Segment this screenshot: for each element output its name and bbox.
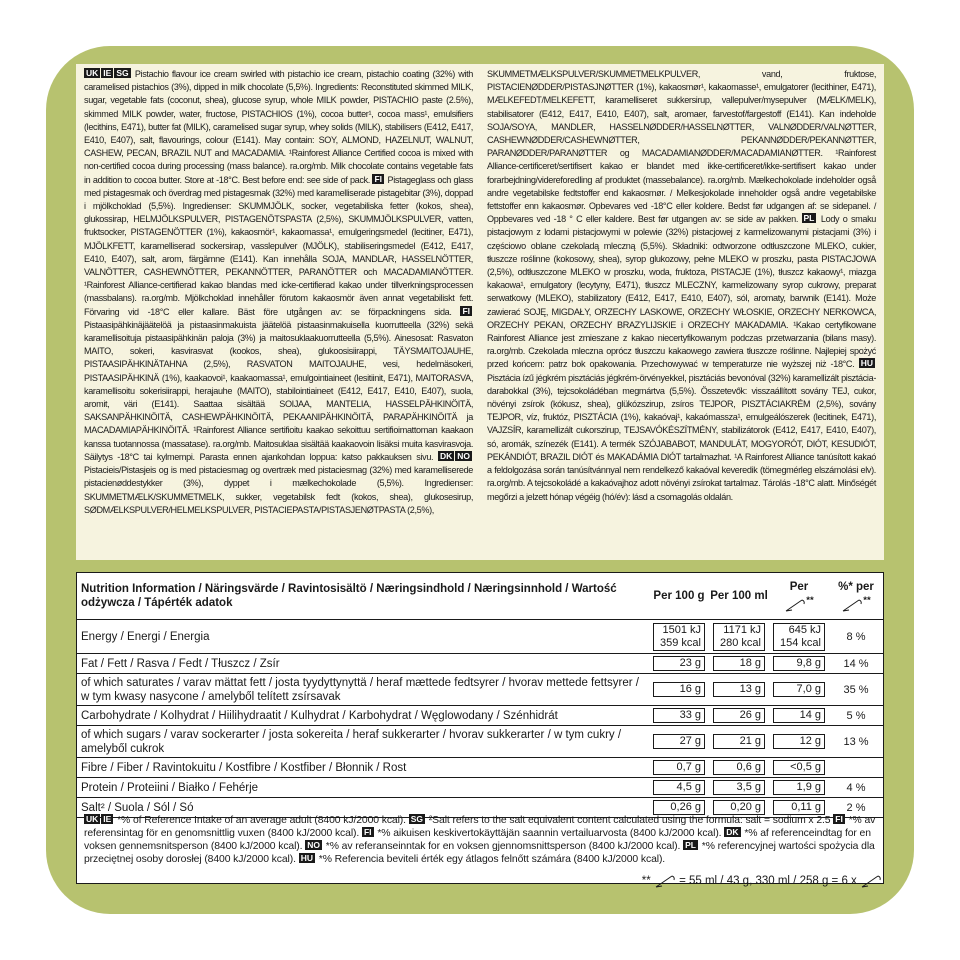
footnote-text: *% av referanseinntak for en voksen gjennomsnittsperson (8400 kJ/2000 kcal). bbox=[323, 841, 684, 852]
footnote-text: *% av referensintag för en genomsnittlig vuxen (8400 kJ/2000 kcal). bbox=[84, 815, 876, 839]
ice-cream-cone-icon bbox=[860, 874, 882, 888]
footnote-text: *% Referencia beviteli érték egy átlagos felnőtt számára (8400 kJ/2000 kcal). bbox=[315, 854, 666, 865]
country-badge: FI bbox=[462, 305, 470, 316]
ingredient-text: Lody o smaku pistacjowym z lodami pistacjowymi w polewie (32%) pistacjowej z karmelizowanymi pistacjami (3%) i częściowo oblane czekoladą mleczną (5,5%). Składniki: odtworzone odtłuszczone MLEKO, cukier, tłuszcze roślinne (kokosowy, shea), syrop glukozowy, pełne MLEKO w proszku, pasta PISTACJOWA (2,5%), odtłuszczone MLEKO w proszku, woda, fruktoza, PISTACJE (1%), tłuszcz kakaowy¹, miazga kakaowa¹, emulgatory (lecytyny, E471), tłuszcz MLECZNY, karmelizowany syrop cukrowy, preparat serwatkowy (MLEKO), stabilizatory (E412, E417, E410, E407), sól, aromaty, barwnik (E141). Może zawierać SOJĘ, MIGDAŁY, ORZECHY LASKOWE, ORZECHY WŁOSKIE, ORZECHY NERKOWCA, ORZECHY PEKAN, ORZECHY BRAZYLIJSKIE i ORZECHY MAKADAMIA. ¹Kakao certyfikowane Rainforest Alliance jest zmieszane z kakao niecertyfikowanym podczas przetwarzania (bilans masy). ra.org/mb. Czekolada mleczna oprócz tłuszczu kakaowego zawiera tłuszcze roślinne. Najlepiej spożyć przed końcem: patrz bok opakowania. Przechowywać w temperaturze nie wyższej niż -18°C. bbox=[487, 214, 876, 370]
ingredient-block bbox=[84, 175, 473, 317]
nutrient-value-per100g: 4,5 g bbox=[649, 778, 709, 798]
country-badge: DK bbox=[726, 827, 739, 837]
nutrient-label: Fibre / Fiber / Ravintokuitu / Kostfibre / Kostfiber / Błonnik / Rost bbox=[77, 758, 649, 778]
nutrient-value-per100ml: 3,5 g bbox=[709, 778, 769, 798]
nutrient-value-per100g: 0,7 g bbox=[649, 758, 709, 778]
nutrition-row bbox=[77, 654, 883, 674]
ingredients-panel bbox=[76, 64, 884, 560]
header-ri-label: %* per bbox=[838, 581, 874, 594]
nutrient-label: Energy / Energi / Energia bbox=[77, 620, 649, 654]
footnote-text: *% of Reference Intake of an average adult (8400 kJ/2000 kcal). bbox=[114, 815, 409, 826]
nutrient-value-ri: 35 % bbox=[829, 674, 883, 706]
country-badge: FI bbox=[835, 814, 843, 824]
country-badge: FI bbox=[363, 827, 372, 837]
ingredients-column-2 bbox=[487, 68, 876, 560]
nutrient-value-per100g: 0,26 g bbox=[649, 798, 709, 818]
ice-cream-cone-icon bbox=[654, 874, 676, 888]
header-per-100ml: Per 100 ml bbox=[709, 573, 769, 620]
ingredient-text: Pistageglass och glass med pistagesmak och överdrag med pistagesmak (32%) med karamelliserade pistagebitar (3%), doppad i mjölkchoklad (5,5%). Ingredienser: SKUMMJÖLK, socker, vegetabiliska fetter (kokos, shea), glukossirap, HELMJÖLKSPULVER, PISTAGENÖTSPASTA (2,5%), SKUMMJÖLKSPULVER, vatten, fruktsocker, PISTAGENÖTTER (1%), kakaosmör¹, kakaomassa¹, emulgeringsmedel (lecitiner, E471), MJÖLKFETT, karamelliserad sockersirap, vasslepulver (MJÖLK), stabiliseringsmedel (E412, E417, E410, E407), salt, arom, färgämne (E141). Kan innehålla SOJA, MANDLAR, HASSELNÖTTER, VALNÖTTER, CASHEWNÖTTER, PEKANNÖTTER, PARANÖTTER och MACADAMIANÖTTER. ¹Rainforest Alliance-certifierad kakao blandas med icke-certifierad kakao under tillverkningsprocessen (massbalans). ra.org/mb. Mjölkchoklad innehåller förutom kakaosmör även annat vegetabiliskt fett. Förvaring vid -18°C eller kallare. Bäst före utgången av: se förpackningens sida. bbox=[84, 174, 474, 317]
header-ri: %* per ** bbox=[829, 573, 883, 620]
nutrient-value-per100g: 1501 kJ 359 kcal bbox=[649, 620, 709, 654]
footnote bbox=[84, 815, 409, 826]
serving-prefix: ** bbox=[641, 875, 651, 888]
nutrient-value-ri: 4 % bbox=[829, 778, 883, 798]
country-badge: NO bbox=[307, 840, 320, 850]
nutrition-row bbox=[77, 674, 883, 706]
country-badge: FI bbox=[374, 173, 383, 184]
country-badge: IE bbox=[103, 814, 112, 824]
ingredient-text: Pisztácia ízű jégkrém pisztáciás jégkrém-örvényekkel, pisztáciás bevonóval (32%) karamellizált pisztácia-darabokkal (3%), tejcsokoládéban megmártva (5,5%). Összetevők: visszaállított sovány TEJ, cukor, növényi zsírok (kókusz, shea), glükózszirup, zsíros TEJPOR, PISZTÁCIAKRÉM (2,5%), sovány TEJPOR, víz, fruktóz, PISZTÁCIA (1%), kakaóvaj¹, kakaómassza¹, emulgeálószerek (lecitinek, E471), VAJZSÍR, karamellizált cukorszirup, TEJSAVÓKÉSZÍTMÉNY, stabilizátorok (E412, E417, E410, E407), só, aromák, színezék (E141). A termék SZÓJABABOT, MANDULÁT, MOGYORÓT, DIÓT, KESUDIÓT, PEKÁNDIÓT, BRAZIL DIÓT és MAKADÁMIA DIÓT tartalmazhat. ¹A Rainforest Alliance tanúsított kakaó a feldolgozása során tanúsítvánnyal nem rendelkező kakaóval keveredik (tömegmérleg elszámolási elv). ra.org/mb. A tejcsokoládé a kakaóvajhoz adott növényi zsírokat tartalmaz. Tárolás -18°C alatt. Minőségét megőrzi a jelzett hónap végéig (hó/év): lásd a csomagolás oldalán. bbox=[487, 372, 876, 502]
nutrient-value-per100ml: 0,20 g bbox=[709, 798, 769, 818]
nutrient-value-per100ml: 0,6 g bbox=[709, 758, 769, 778]
footnote bbox=[299, 854, 665, 865]
nutrient-value-ri: 14 % bbox=[829, 654, 883, 674]
nutrient-value-per100ml: 18 g bbox=[709, 654, 769, 674]
serving-text: = 55 ml / 43 g, 330 ml / 258 g = 6 x bbox=[679, 875, 857, 888]
nutrient-label: Fat / Fett / Rasva / Fedt / Tłuszcz / Zsír bbox=[77, 654, 649, 674]
nutrient-value-portion: 0,11 g bbox=[769, 798, 829, 818]
nutrient-value-ri: 8 % bbox=[829, 620, 883, 654]
nutrition-row bbox=[77, 778, 883, 798]
nutrient-label: Salt² / Suola / Sól / Só bbox=[77, 798, 649, 818]
footnote bbox=[409, 815, 834, 826]
nutrient-value-portion: 645 kJ 154 kcal bbox=[769, 620, 829, 654]
nutrient-value-ri: 2 % bbox=[829, 798, 883, 818]
nutrient-value-per100g: 27 g bbox=[649, 726, 709, 758]
nutrient-value-portion: 12 g bbox=[769, 726, 829, 758]
nutrient-label: of which saturates / varav mättat fett / josta tyydyttynyttä / heraf mættede fedtsyrer / hvorav mettede fettsyrer / w tym kwasy nasycone / amelyből telített zsírsavak bbox=[77, 674, 649, 706]
ingredient-text: Pistacieis/Pistasjeis og is med pistaciesmag og overtræk med pistaciesmag (32%) med karamelliserede pistacienøddestykker (3%), dyppet i mælkechokolade (5,5%). Ingredienser: SKUMMETMÆLK/SKUMMETMELK, sukker, vegetabilsk fedt (kokos, shea), glukosesirup, SØDMÆLKSPULVER/HELMELKSPULVER, PISTACIEPASTA/PISTASJENØTPASTA (2,5%), bbox=[84, 465, 473, 515]
country-badge: UK bbox=[86, 814, 99, 824]
footnote-text: *% af referenceindtag for en voksen gennemsnitsperson (8400 kJ/2000 kcal). bbox=[84, 828, 871, 852]
nutrient-value-per100g: 16 g bbox=[649, 674, 709, 706]
nutrient-value-per100ml: 13 g bbox=[709, 674, 769, 706]
ingredient-text: SKUMMETMÆLKSPULVER/SKUMMETMELKPULVER, vand, fruktose, PISTACIENØDDER/PISTASJNØTTER (1%), kakaosmør¹, kakaomasse¹, emulgatorer (lecithiner, E471), MÆLKEFEDT/MELKEFETT, karamelliseret sukkersirup, vallepulver/mysepulver (MÆLK/MELK), stabilisatorer (E412, E417, E410, E407), salt, aromaer, farvestof/fargestoff (E141). Kan indeholde SOJA/SOYA, MANDLER, HASSELNØDDER/HASSELNØTTER, VALNØDDER/VALNØTTER, CASHEWNØDDER/CASHEWNØTTER, PEKANNØDDER/PEKANNØTTER, PARANØDDER/PARANØTTER og MACADAMIANØDDER/MACADAMIANØTTER. ¹Rainforest Alliance-certificeret/sertifisert kakao er blandet med ikke-certificeret/ikke-sertifisert kakao under forarbejdning/videreforedling af produktet (massebalance). ra.org/mb. Mælkechokolade indeholder også andre vegetabilske fedtstoffer end kakaosmør. / Melkesjokolade inneholder også andre vegetabilske fettstoffer enn kakaosmør. Opbevares ved -18°C eller koldere. Bedst før udgangen af: se sidepanel. / Oppbevares ved -18 ° C eller kaldere. Best før utgangen av: se side av pakken. bbox=[487, 69, 876, 225]
nutrient-value-portion: <0,5 g bbox=[769, 758, 829, 778]
footnote bbox=[305, 841, 683, 852]
footnote bbox=[362, 828, 724, 839]
ingredient-text: Pistaasipähkinäjäätelöä ja pistaasinmakuista jäätelöä pistaasinmakuisella kuorrutteella (32%) sekä karamellisoituja pistaasipähkinän paloja (3%) ja maitosuklaakuorrutteella (5,5%). Ainesosat: Rasvaton MAITO, sokeri, kasvirasvat (kookos, shea), glukoosisiirappi, TÄYSMAITOJAUHE, PISTAASIPÄHKINÄTAHNA (2,5%), RASVATON MAITOJAUHE, vesi, hedelmäsokeri, PISTAASIPÄHKINÄ (1%), kaakaovoi¹, kaakaomassa¹, emulgointiaineet (lesitiinit, E471), MAITORASVA, karamellisoitu sokerisiirappi, herajauhe (MAITO), stabilointiaineet (E412, E417, E410, E407), suola, aromit, väri (E141). Saattaa sisältää SOIJAA, MANTELIA, HASSELPÄHKINÖITÄ, SAKSANPÄHKINÖITÄ, CASHEWPÄHKINÖITÄ, PEKAANIPÄHKINÖITÄ, PARAPÄHKINÖITÄ ja MACADAMIAPÄHKINÖITÄ. ¹Rainforest Alliance sertifioitu kaakao sekoittuu sertifioimattoman kaakaon kanssa tuotannossa (massatase). ra.org/mb. Maitosuklaa sisältää kaakaovoin lisäksi muita kasvirasvoja. Säilytys -18°C tai kylmempi. Parasta ennen ajankohdan loppua: katso pakkauksen sivu. bbox=[84, 319, 473, 462]
ingredient-block bbox=[487, 359, 876, 501]
nutrition-header: Nutrition Information / Näringsvärde / Ravintosisältö / Næringsindhold / Næringsinnhold / Wartość odżywcza / Tápérték adatok bbox=[77, 573, 649, 620]
footnote-text: *% referencyjnej wartości spożycia dla przeciętnej osoby dorosłej (8400 kJ/2000 kcal). bbox=[84, 841, 875, 865]
ingredient-text: Pistachio flavour ice cream swirled with pistachio ice cream, pistachio coating (32%) with caramelised pistachios (3%), dipped in milk chocolate (5,5%). Ingredients: Reconstituted skimmed MILK, sugar, vegetable fats (coconut, shea), glucose syrup, whole MILK powder, PISTACHIO paste (2.5%), skimmed MILK powder, water, fructose, PISTACHIOS (1%), cocoa butter¹, cocoa mass¹, emulsifiers (lecithins, E471), butter fat (MILK), caramelised sugar syrup, whey solids (MILK), stabilisers (E412, E417, E410, E407), salt, flavourings, colour (E141). May contain: SOY, ALMOND, HAZELNUT, WALNUT, CASHEW, PECAN, BRAZIL NUT and MACADAMIA. ¹Rainforest Alliance Certified cocoa is mixed with non-certified cocoa during processing (mass balance). ra.org/mb. Milk chocolate contains vegetable fats in addition to cocoa butter. Store at -18°C. Best before end: see side of pack. bbox=[84, 69, 473, 185]
nutrient-value-ri bbox=[829, 758, 883, 778]
nutrition-row bbox=[77, 726, 883, 758]
nutrient-value-portion: 14 g bbox=[769, 706, 829, 726]
ingredients-column-1 bbox=[84, 68, 473, 560]
serving-note bbox=[642, 874, 882, 888]
country-badge: PL bbox=[685, 840, 696, 850]
nutrient-value-portion: 7,0 g bbox=[769, 674, 829, 706]
country-badge: SG bbox=[116, 68, 129, 78]
header-per-portion-label: Per bbox=[789, 581, 809, 594]
ingredient-block bbox=[84, 307, 473, 462]
nutrient-value-per100g: 23 g bbox=[649, 654, 709, 674]
nutrient-value-per100ml: 26 g bbox=[709, 706, 769, 726]
nutrient-value-per100ml: 1171 kJ 280 kcal bbox=[709, 620, 769, 654]
country-badge: PL bbox=[803, 213, 815, 224]
nutrient-value-per100ml: 21 g bbox=[709, 726, 769, 758]
country-badge: DK bbox=[439, 450, 453, 461]
nutrient-value-portion: 9,8 g bbox=[769, 654, 829, 674]
country-badge: UK bbox=[86, 68, 99, 78]
header-per-portion: Per ** bbox=[769, 573, 829, 620]
country-badge: NO bbox=[457, 450, 470, 461]
country-badge: HU bbox=[860, 358, 873, 369]
ingredient-block bbox=[84, 69, 473, 185]
nutrient-value-ri: 13 % bbox=[829, 726, 883, 758]
country-badge: HU bbox=[300, 853, 313, 863]
nutrient-value-ri: 5 % bbox=[829, 706, 883, 726]
nutrient-label: of which sugars / varav sockerarter / josta sokereita / heraf sukkerarter / hvorav sukkerarter / w tym cukry / amelyből cukrok bbox=[77, 726, 649, 758]
nutrition-row bbox=[77, 706, 883, 726]
ingredient-block bbox=[487, 214, 876, 369]
footnotes bbox=[76, 812, 884, 868]
nutrient-value-portion: 1,9 g bbox=[769, 778, 829, 798]
nutrient-label: Protein / Proteiini / Białko / Fehérje bbox=[77, 778, 649, 798]
country-badge: IE bbox=[103, 68, 112, 78]
footnote-text: *% aikuisen keskivertokäyttäjän saannin vertailuarvosta (8400 kJ/2000 kcal). bbox=[374, 828, 725, 839]
nutrient-label: Carbohydrate / Kolhydrat / Hiilihydraatit / Kulhydrat / Karbohydrat / Węglowodany / Szénhidrát bbox=[77, 706, 649, 726]
country-badge: SG bbox=[410, 814, 424, 824]
ingredient-block bbox=[487, 69, 876, 224]
nutrition-row bbox=[77, 758, 883, 778]
ice-cream-cone-icon bbox=[784, 598, 806, 612]
footnote-text: ²Salt refers to the salt equivalent content calculated using the formula: salt = sodium x 2.5 bbox=[426, 815, 834, 826]
ice-cream-cone-icon bbox=[841, 598, 863, 612]
nutrient-value-per100g: 33 g bbox=[649, 706, 709, 726]
nutrition-row bbox=[77, 620, 883, 654]
header-per-100g: Per 100 g bbox=[649, 573, 709, 620]
